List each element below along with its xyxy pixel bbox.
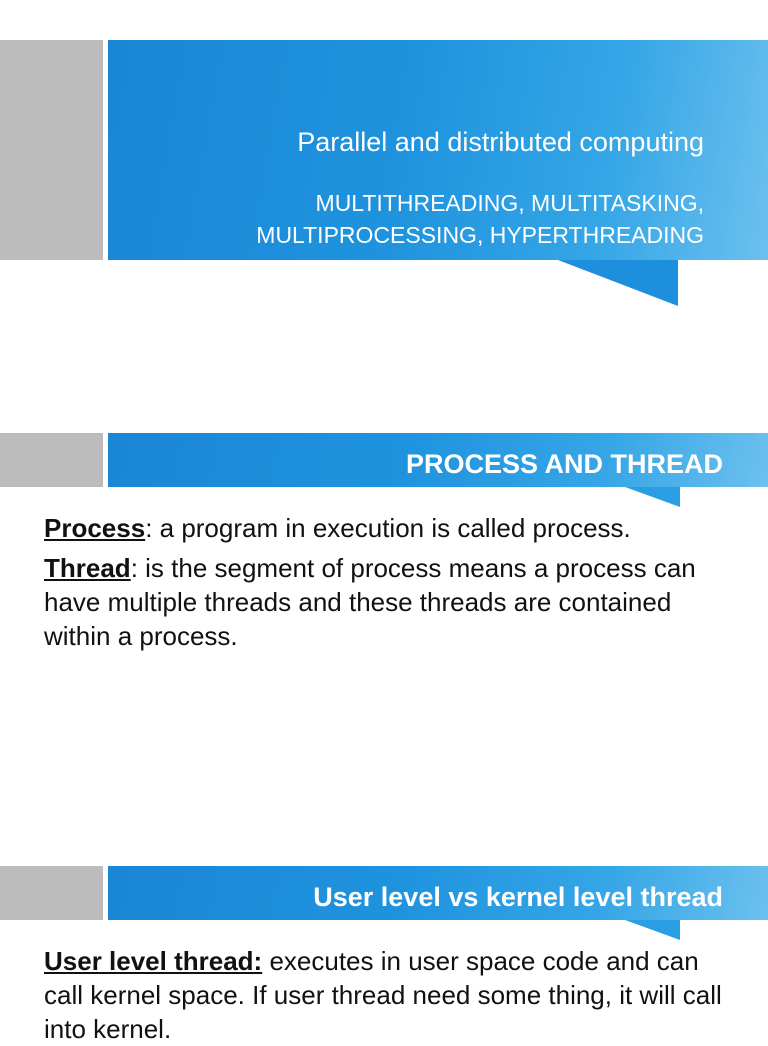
slide-body (44, 511, 734, 653)
section-heading: PROCESS AND THREAD (405, 449, 723, 479)
definition-text: : is the segment of process means a process can have multiple threads and these threads are contained within a process. (44, 553, 696, 651)
definition-process (44, 511, 734, 545)
definition-thread (44, 551, 734, 653)
process-thread-slide (0, 433, 768, 733)
title-gray-block (0, 40, 103, 260)
slide-body (44, 944, 734, 1046)
banner-tail (625, 487, 680, 507)
definition-text: executes in user space code and can call kernel space. If user thread need some thing, it will call into kernel. (44, 946, 722, 1044)
section-gray-block (0, 866, 103, 920)
term-label: Thread (44, 553, 131, 583)
definition-text: : a program in execution is called process. (145, 513, 631, 543)
term-label: User level thread: (44, 946, 263, 976)
title-slide (0, 40, 768, 310)
term-label: Process (44, 513, 146, 543)
definition-user-level-thread (44, 944, 734, 1046)
banner-tail (625, 920, 680, 940)
presentation-title: Parallel and distributed computing (297, 127, 704, 157)
presentation-subtitle-line-2: MULTIPROCESSING, HYPERTHREADING (256, 222, 704, 248)
user-kernel-thread-slide (0, 866, 768, 1044)
presentation-subtitle-line-1: MULTITHREADING, MULTITASKING, (315, 190, 704, 216)
banner-tail (558, 260, 678, 306)
section-gray-block (0, 433, 103, 487)
section-heading: User level vs kernel level thread (313, 882, 723, 912)
